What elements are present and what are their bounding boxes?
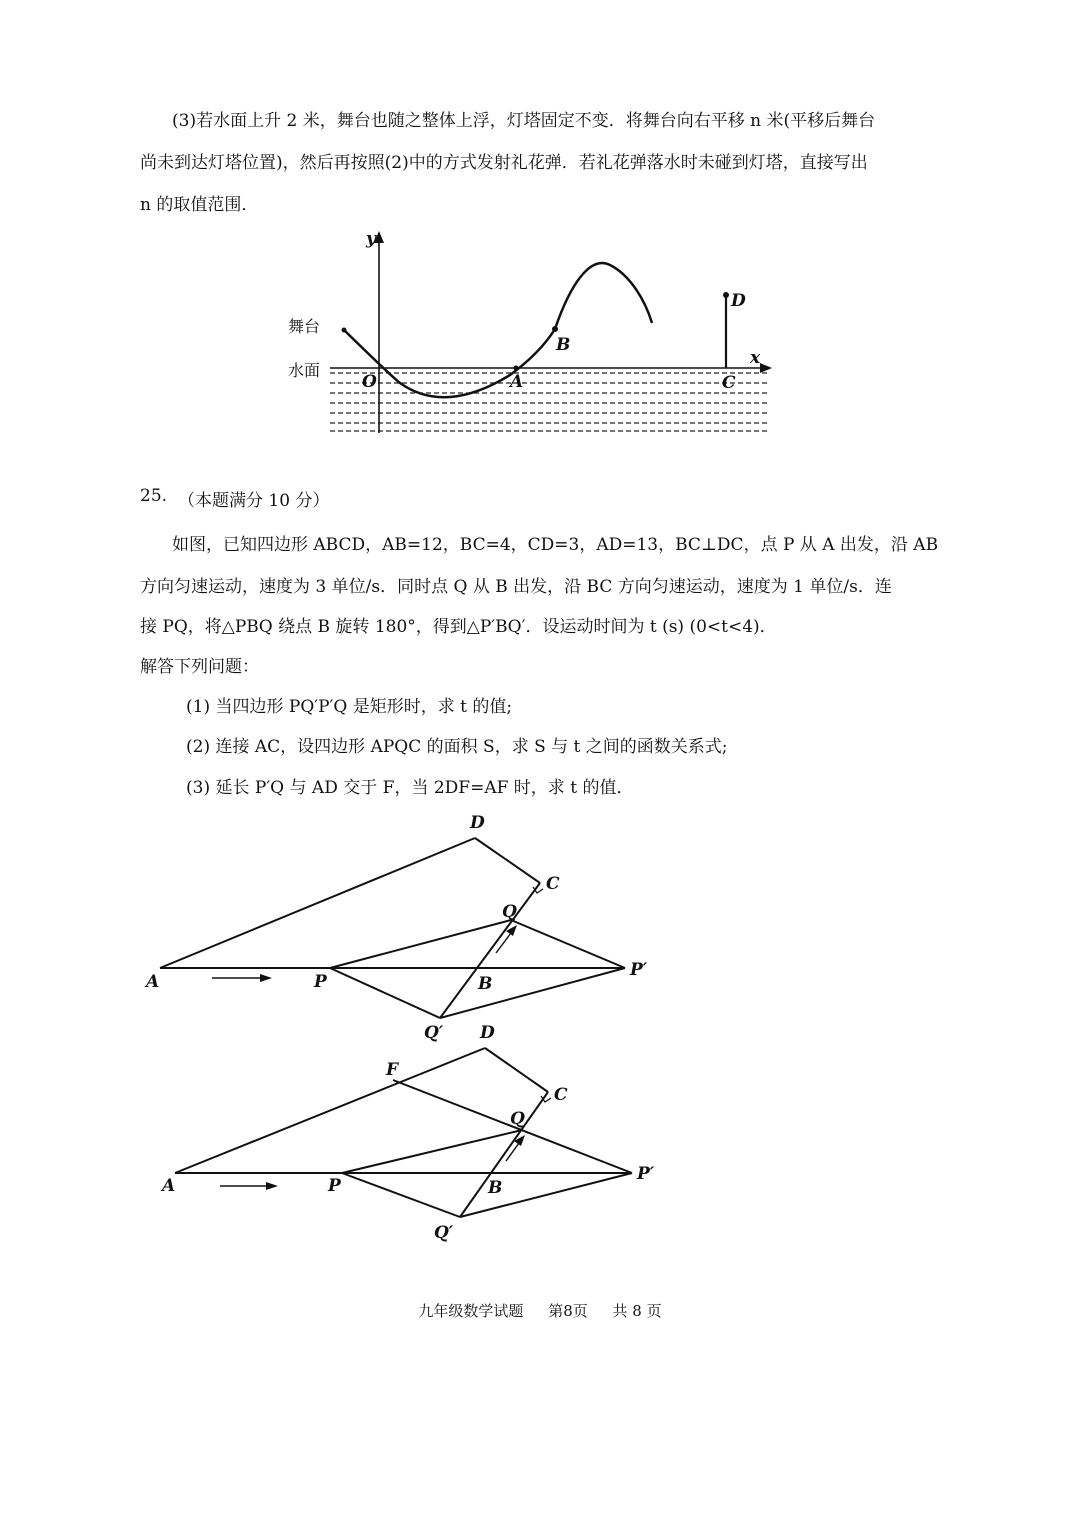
- label-x: x: [750, 348, 761, 368]
- fig3-label-P: P: [328, 1176, 341, 1196]
- part3-line2: 尚未到达灯塔位置)，然后再按照(2)中的方式发射礼花弹．若礼花弹落水时未碰到灯塔，直接写出: [140, 153, 868, 173]
- q25-sub1: (1) 当四边形 PQ′P′Q 是矩形时，求 t 的值;: [186, 697, 513, 717]
- q25-sub3: (3) 延长 P′Q 与 AD 交于 F，当 2DF=AF 时，求 t 的值．: [186, 778, 634, 798]
- fig2-label-D: D: [470, 813, 485, 833]
- fig3-label-B: B: [488, 1178, 503, 1198]
- label-y: y: [366, 229, 376, 249]
- label-O: O: [362, 372, 377, 392]
- label-water: 水面: [288, 361, 321, 380]
- q25-line3: 接 PQ，将△PBQ 绕点 B 旋转 180°，得到△P′BQ′．设运动时间为 t (s) (0<t<4)．: [140, 617, 777, 637]
- segment-PQ: [330, 920, 511, 968]
- segment-AD: [175, 1048, 485, 1173]
- segment-DC: [485, 1048, 548, 1092]
- fig2-label-P: P: [314, 972, 327, 992]
- fig3-label-F: F: [386, 1060, 399, 1080]
- label-C: C: [722, 373, 736, 393]
- segment-QprimePprime: [440, 968, 625, 1018]
- q25-line1: 如图，已知四边形 ABCD，AB=12，BC=4，CD=3，AD=13，BC⊥DC，点 P 从 A 出发，沿 AB: [172, 535, 939, 555]
- figure-parabola-stage: [280, 225, 780, 440]
- segment-DC: [475, 838, 540, 883]
- q25-points: （本题满分 10 分）: [178, 491, 330, 511]
- figure-quadrilateral-1: [140, 805, 680, 1045]
- motion-arrowhead-P: [260, 974, 272, 982]
- footer-page: 第8页: [548, 1302, 588, 1320]
- q25-sub2: (2) 连接 AC，设四边形 APQC 的面积 S，求 S 与 t 之间的函数关系式;: [186, 737, 728, 757]
- q25-answer-prompt: 解答下列问题：: [140, 657, 259, 677]
- fig2-label-C: C: [546, 874, 560, 894]
- fig2-label-Q: Q: [502, 902, 517, 922]
- fig3-label-C: C: [554, 1085, 568, 1105]
- fig3-label-A: A: [162, 1176, 176, 1196]
- q25-line2: 方向匀速运动，速度为 3 单位/s．同时点 Q 从 B 出发，沿 BC 方向匀速运动，速度为 1 单位/s．连: [140, 577, 892, 597]
- x-axis-arrow: [760, 363, 772, 373]
- segment-QPprime: [511, 920, 625, 968]
- label-D: D: [731, 291, 746, 311]
- stage-endpoint: [342, 328, 347, 333]
- fig2-label-B: B: [478, 974, 493, 994]
- fig2-label-A: A: [146, 972, 160, 992]
- figure-quadrilateral-2: [150, 1020, 690, 1250]
- fig3-label-D: D: [480, 1023, 495, 1043]
- fig2-label-Qprime: Q′: [424, 1023, 444, 1043]
- point-B: [552, 326, 558, 332]
- fig3-label-Q: Q: [510, 1109, 525, 1129]
- part3-line3: n 的取值范围．: [140, 195, 259, 215]
- label-A: A: [510, 372, 524, 392]
- page-footer: [0, 1300, 1080, 1321]
- water-hatching: [330, 373, 770, 431]
- part3-line1: (3)若水面上升 2 米，舞台也随之整体上浮，灯塔固定不变．将舞台向右平移 n 米(平移后舞台: [172, 111, 876, 131]
- label-stage: 舞台: [288, 317, 321, 336]
- fireworks-curve: [555, 263, 652, 329]
- footer-subject: 九年级数学试题: [418, 1302, 524, 1320]
- fig3-label-Qprime: Q′: [434, 1223, 454, 1243]
- footer-total: 共 8 页: [612, 1302, 662, 1320]
- segment-PQprime: [342, 1173, 460, 1217]
- label-B: B: [556, 335, 571, 355]
- motion-arrowhead-P: [266, 1182, 278, 1190]
- segment-PQprime: [330, 968, 440, 1018]
- fig3-label-Pprime: P′: [637, 1164, 655, 1184]
- q25-number: 25.: [140, 486, 168, 506]
- segment-AD: [160, 838, 475, 968]
- fig2-label-Pprime: P′: [630, 960, 648, 980]
- point-A: [514, 366, 519, 371]
- point-D: [723, 292, 729, 298]
- segment-CQprime: [440, 883, 540, 1018]
